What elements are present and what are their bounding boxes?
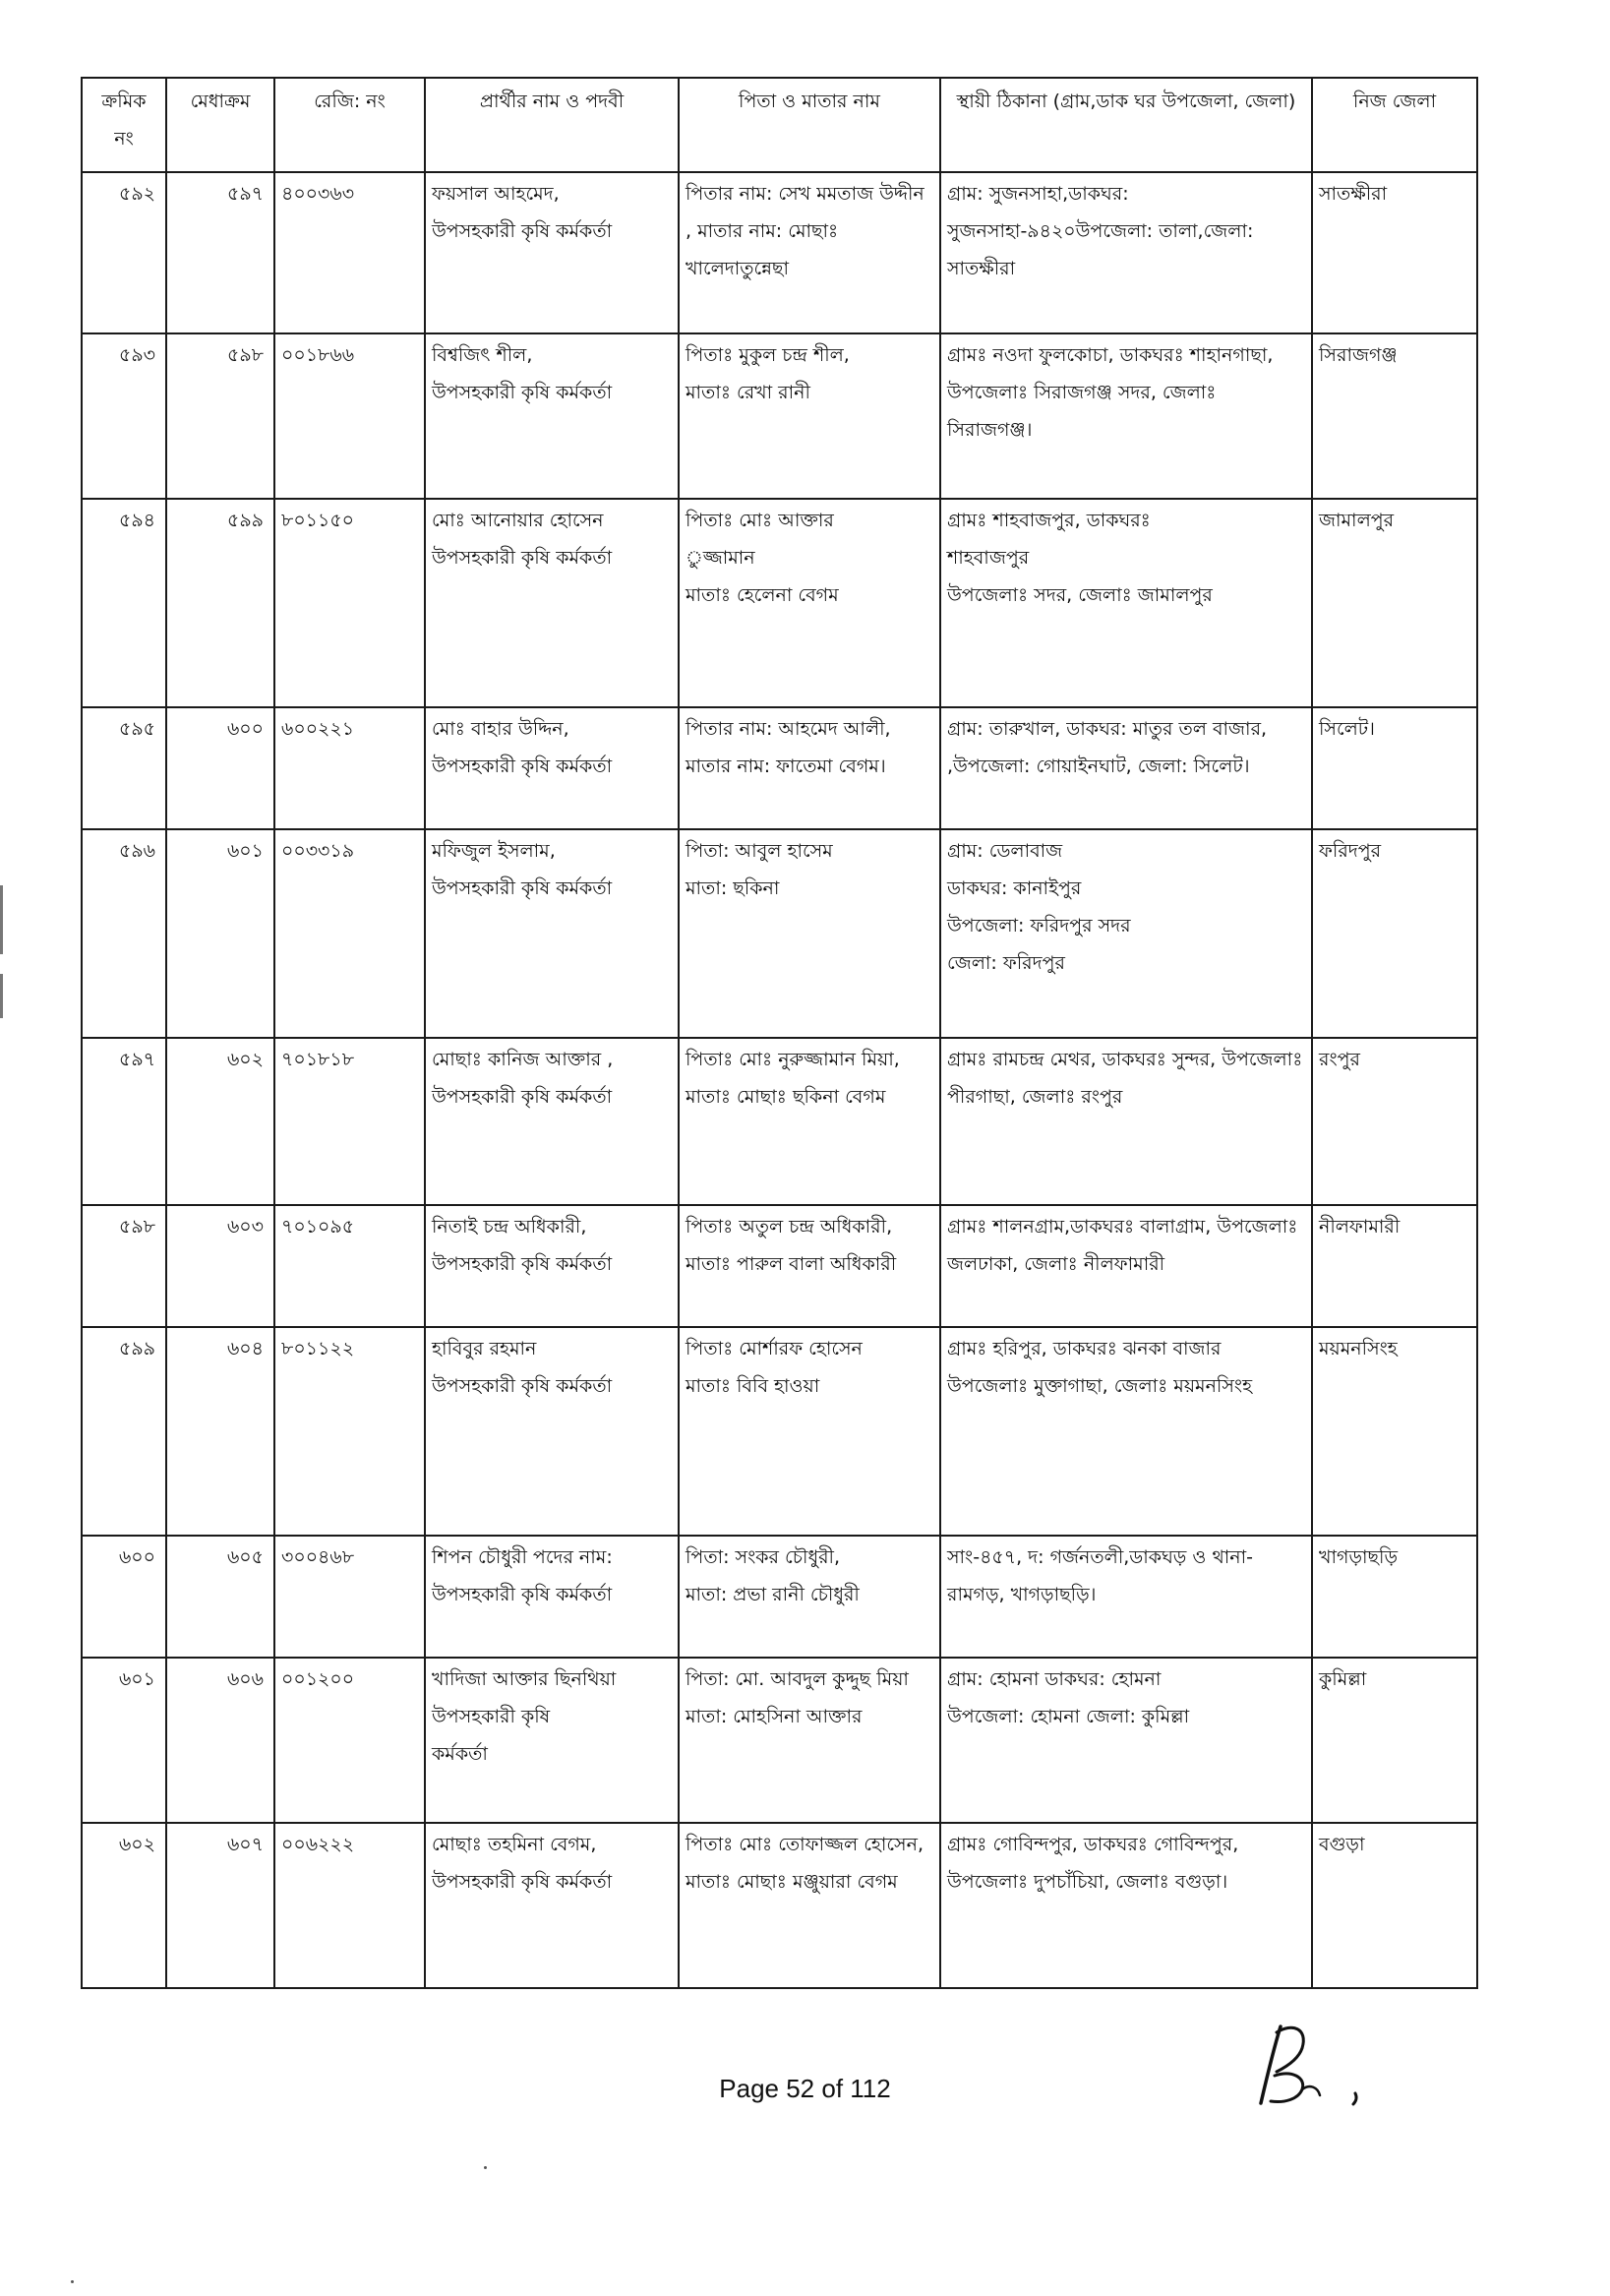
cell-name: ফয়সাল আহমেদ, উপসহকারী কৃষি কর্মকর্তা xyxy=(425,172,679,333)
cell-serial: ৫৯৫ xyxy=(82,707,166,829)
cell-serial: ৫৯৬ xyxy=(82,829,166,1038)
cell-serial: ৫৯৭ xyxy=(82,1038,166,1205)
cell-parents: পিতার নাম: আহমেদ আলী, মাতার নাম: ফাতেমা বেগম। xyxy=(679,707,940,829)
table-row xyxy=(82,1038,1477,1205)
cell-parents: পিতাঃ অতুল চন্দ্র অধিকারী, মাতাঃ পারুল বালা অধিকারী xyxy=(679,1205,940,1327)
cell-parents: পিতাঃ মুকুল চন্দ্র শীল, মাতাঃ রেখা রানী xyxy=(679,333,940,499)
cell-district: নীলফামারী xyxy=(1312,1205,1477,1327)
cell-name: নিতাই চন্দ্র অধিকারী, উপসহকারী কৃষি কর্মকর্তা xyxy=(425,1205,679,1327)
cell-address: সাং-৪৫৭, দ: গর্জনতলী,ডাকঘড় ও থানা-রামগড়, খাগড়াছড়ি। xyxy=(940,1536,1312,1658)
cell-name: মোঃ আনোয়ার হোসেন উপসহকারী কৃষি কর্মকর্তা xyxy=(425,499,679,707)
cell-reg-no: ০০৬২২২ xyxy=(274,1823,425,1988)
cell-reg-no: ৭০১০৯৫ xyxy=(274,1205,425,1327)
cell-name: খাদিজা আক্তার ছিনথিয়া উপসহকারী কৃষি কর্মকর্তা xyxy=(425,1658,679,1823)
cell-district: ময়মনসিংহ xyxy=(1312,1327,1477,1536)
cell-district: বগুড়া xyxy=(1312,1823,1477,1988)
cell-address: গ্রাম: ডেলাবাজ ডাকঘর: কানাইপুর উপজেলা: ফরিদপুর সদর জেলা: ফরিদপুর xyxy=(940,829,1312,1038)
cell-merit: ৫৯৭ xyxy=(166,172,274,333)
cell-address: গ্রাম: হোমনা ডাকঘর: হোমনা উপজেলা: হোমনা জেলা: কুমিল্লা xyxy=(940,1658,1312,1823)
cell-name: মোঃ বাহার উদ্দিন, উপসহকারী কৃষি কর্মকর্তা xyxy=(425,707,679,829)
cell-address: গ্রামঃ শালনগ্রাম,ডাকঘরঃ বালাগ্রাম, উপজেলাঃ জলঢাকা, জেলাঃ নীলফামারী xyxy=(940,1205,1312,1327)
header-reg-no: রেজি: নং xyxy=(274,78,425,172)
cell-address: গ্রামঃ হরিপুর, ডাকঘরঃ ঝনকা বাজার উপজেলাঃ মুক্তাগাছা, জেলাঃ ময়মনসিংহ xyxy=(940,1327,1312,1536)
table-row xyxy=(82,1536,1477,1658)
cell-name: বিশ্বজিৎ শীল, উপসহকারী কৃষি কর্মকর্তা xyxy=(425,333,679,499)
cell-reg-no: ০০১৮৬৬ xyxy=(274,333,425,499)
cell-name: শিপন চৌধুরী পদের নাম: উপসহকারী কৃষি কর্মকর্তা xyxy=(425,1536,679,1658)
cell-district: কুমিল্লা xyxy=(1312,1658,1477,1823)
cell-district: ফরিদপুর xyxy=(1312,829,1477,1038)
header-address: স্থায়ী ঠিকানা (গ্রাম,ডাক ঘর উপজেলা, জেলা) xyxy=(940,78,1312,172)
table-header-row xyxy=(82,78,1477,172)
cell-address: গ্রাম: সুজনসাহা,ডাকঘর: সুজনসাহা-৯৪২০উপজেলা: তালা,জেলা: সাতক্ষীরা xyxy=(940,172,1312,333)
scan-edge-mark xyxy=(0,885,3,954)
cell-reg-no: ৩০০৪৬৮ xyxy=(274,1536,425,1658)
cell-serial: ৬০২ xyxy=(82,1823,166,1988)
cell-reg-no: ৪০০৩৬৩ xyxy=(274,172,425,333)
cell-serial: ৬০১ xyxy=(82,1658,166,1823)
cell-address: গ্রামঃ শাহবাজপুর, ডাকঘরঃ শাহবাজপুর উপজেলাঃ সদর, জেলাঃ জামালপুর xyxy=(940,499,1312,707)
cell-serial: ৬০০ xyxy=(82,1536,166,1658)
cell-district: সিরাজগঞ্জ xyxy=(1312,333,1477,499)
cell-merit: ৬০১ xyxy=(166,829,274,1038)
table-row xyxy=(82,172,1477,333)
signature-icon xyxy=(1247,2019,1375,2107)
cell-parents: পিতাঃ মোঃ নুরুজ্জামান মিয়া, মাতাঃ মোছাঃ ছকিনা বেগম xyxy=(679,1038,940,1205)
table-row xyxy=(82,1205,1477,1327)
table-row xyxy=(82,1823,1477,1988)
table-row xyxy=(82,707,1477,829)
table-row xyxy=(82,1327,1477,1536)
cell-reg-no: ৬০০২২১ xyxy=(274,707,425,829)
cell-name: হাবিবুর রহমান উপসহকারী কৃষি কর্মকর্তা xyxy=(425,1327,679,1536)
header-name-designation: প্রার্থীর নাম ও পদবী xyxy=(425,78,679,172)
cell-merit: ৫৯৮ xyxy=(166,333,274,499)
cell-district: খাগড়াছড়ি xyxy=(1312,1536,1477,1658)
cell-merit: ৬০৪ xyxy=(166,1327,274,1536)
cell-parents: পিতার নাম: সেখ মমতাজ উদ্দীন , মাতার নাম: মোছাঃ খালেদাতুন্নেছা xyxy=(679,172,940,333)
header-merit: মেধাক্রম xyxy=(166,78,274,172)
cell-merit: ৬০২ xyxy=(166,1038,274,1205)
scan-dot xyxy=(71,2280,74,2283)
cell-address: গ্রামঃ গোবিন্দপুর, ডাকঘরঃ গোবিন্দপুর, উপজেলাঃ দুপচাঁচিয়া, জেলাঃ বগুড়া। xyxy=(940,1823,1312,1988)
cell-serial: ৫৯৩ xyxy=(82,333,166,499)
cell-merit: ৬০৫ xyxy=(166,1536,274,1658)
cell-serial: ৫৯২ xyxy=(82,172,166,333)
cell-parents: পিতা: সংকর চৌধুরী, মাতা: প্রভা রানী চৌধুরী xyxy=(679,1536,940,1658)
cell-reg-no: ৮০১১৫০ xyxy=(274,499,425,707)
cell-reg-no: ০০১২০০ xyxy=(274,1658,425,1823)
header-serial: ক্রমিক নং xyxy=(82,78,166,172)
cell-serial: ৫৯৯ xyxy=(82,1327,166,1536)
cell-name: মোছাঃ কানিজ আক্তার , উপসহকারী কৃষি কর্মকর্তা xyxy=(425,1038,679,1205)
table-row xyxy=(82,499,1477,707)
cell-district: সাতক্ষীরা xyxy=(1312,172,1477,333)
cell-parents: পিতা: আবুল হাসেম মাতা: ছকিনা xyxy=(679,829,940,1038)
cell-district: রংপুর xyxy=(1312,1038,1477,1205)
cell-parents: পিতাঃ মোঃ তোফাজ্জল হোসেন, মাতাঃ মোছাঃ মঞ্জুয়ারা বেগম xyxy=(679,1823,940,1988)
scan-dot xyxy=(484,2166,487,2169)
cell-parents: পিতাঃ মোর্শারফ হোসেন মাতাঃ বিবি হাওয়া xyxy=(679,1327,940,1536)
cell-merit: ৬০৬ xyxy=(166,1658,274,1823)
cell-serial: ৫৯৮ xyxy=(82,1205,166,1327)
cell-name: মফিজুল ইসলাম, উপসহকারী কৃষি কর্মকর্তা xyxy=(425,829,679,1038)
cell-merit: ৬০৩ xyxy=(166,1205,274,1327)
cell-district: সিলেট। xyxy=(1312,707,1477,829)
cell-address: গ্রামঃ নওদা ফুলকোচা, ডাকঘরঃ শাহানগাছা, উপজেলাঃ সিরাজগঞ্জ সদর, জেলাঃ সিরাজগঞ্জ। xyxy=(940,333,1312,499)
cell-merit: ৫৯৯ xyxy=(166,499,274,707)
header-district: নিজ জেলা xyxy=(1312,78,1477,172)
table-row xyxy=(82,829,1477,1038)
cell-name: মোছাঃ তহমিনা বেগম, উপসহকারী কৃষি কর্মকর্তা xyxy=(425,1823,679,1988)
cell-reg-no: ০০৩৩১৯ xyxy=(274,829,425,1038)
cell-parents: পিতাঃ মোঃ আক্তার ুজ্জামান মাতাঃ হেলেনা বেগম xyxy=(679,499,940,707)
scan-edge-mark xyxy=(0,974,3,1018)
header-parents: পিতা ও মাতার নাম xyxy=(679,78,940,172)
cell-reg-no: ৮০১১২২ xyxy=(274,1327,425,1536)
page-number: Page 52 of 112 xyxy=(719,2074,891,2103)
cell-address: গ্রাম: তারুখাল, ডাকঘর: মাতুর তল বাজার, ,উপজেলা: গোয়াইনঘাট, জেলা: সিলেট। xyxy=(940,707,1312,829)
cell-district: জামালপুর xyxy=(1312,499,1477,707)
cell-serial: ৫৯৪ xyxy=(82,499,166,707)
cell-address: গ্রামঃ রামচন্দ্র মেথর, ডাকঘরঃ সুন্দর, উপজেলাঃ পীরগাছা, জেলাঃ রংপুর xyxy=(940,1038,1312,1205)
cell-merit: ৬০০ xyxy=(166,707,274,829)
table-row xyxy=(82,333,1477,499)
cell-reg-no: ৭০১৮১৮ xyxy=(274,1038,425,1205)
candidate-table xyxy=(81,77,1478,1989)
cell-merit: ৬০৭ xyxy=(166,1823,274,1988)
table-row xyxy=(82,1658,1477,1823)
cell-parents: পিতা: মো. আবদুল কুদ্দুছ মিয়া মাতা: মোহসিনা আক্তার xyxy=(679,1658,940,1823)
